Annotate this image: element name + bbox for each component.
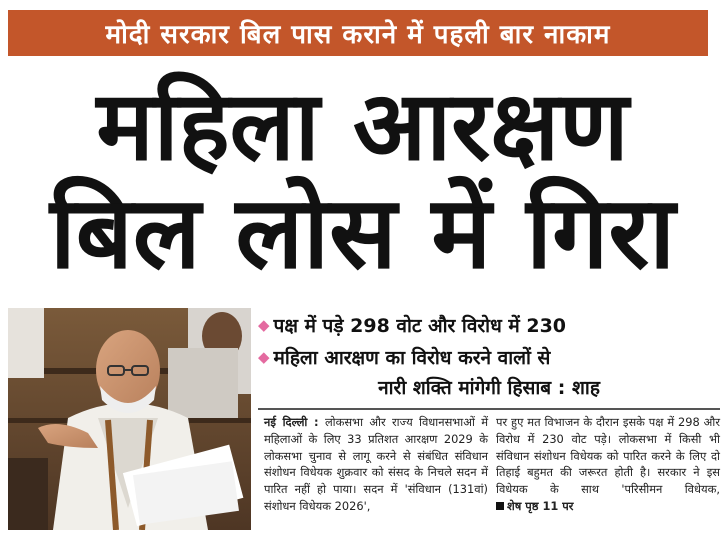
subhead-3	[258, 374, 720, 400]
continued-text: शेष पृष्ठ 11 पर	[507, 498, 574, 513]
subhead-1-text: पक्ष में पड़े 298 वोट और विरोध में 230	[273, 315, 567, 337]
article-column-2	[496, 414, 720, 515]
subhead-1	[258, 312, 720, 338]
article-column-1-text: लोकसभा और राज्य विधानसभाओं में महिलाओं के लिए 33 प्रतिशत आरक्षण 2029 के लोकसभा चुनाव से लागू करने से संबंधित संविधान संशोधन विधेयक शुक्रवार को संसद के निचले सदन में पारित नहीं हो पाया। सदन में 'संविधान (131वां) संशोधन विधेयक 2026',	[264, 415, 488, 513]
speaker-photo-illustration	[8, 308, 251, 530]
article-column-1	[264, 414, 488, 515]
article-column-2-text: पर हुए मत विभाजन के दौरान इसके पक्ष में 298 और विरोध में 230 वोट पड़े। लोकसभा में किसी भी संविधान संशोधन विधेयक को पारित करने के लिए दो तिहाई बहुमत की जरूरत होती है। सरकार ने इस विधेयक के साथ 'परिसीमन विधेयक,	[496, 415, 720, 497]
square-bullet-icon	[496, 502, 504, 510]
subhead-3-text: नारी शक्ति मांगेगी हिसाब : शाह	[378, 377, 600, 399]
headline-line-2: बिल लोस में गिरा	[49, 174, 676, 291]
subhead-2	[258, 344, 720, 370]
banner-text: मोदी सरकार बिल पास कराने में पहली बार नाकाम	[105, 20, 611, 50]
headline-line-1: महिला आरक्षण	[96, 70, 629, 182]
dateline: नई दिल्ली :	[264, 415, 319, 429]
news-photo	[8, 308, 251, 530]
continued-note	[496, 499, 573, 513]
diamond-bullet-icon: ◆	[258, 316, 270, 334]
subhead-2-text: महिला आरक्षण का विरोध करने वालों से	[273, 347, 551, 369]
section-divider	[258, 408, 720, 410]
top-banner	[8, 10, 708, 56]
diamond-bullet-icon: ◆	[258, 348, 270, 366]
